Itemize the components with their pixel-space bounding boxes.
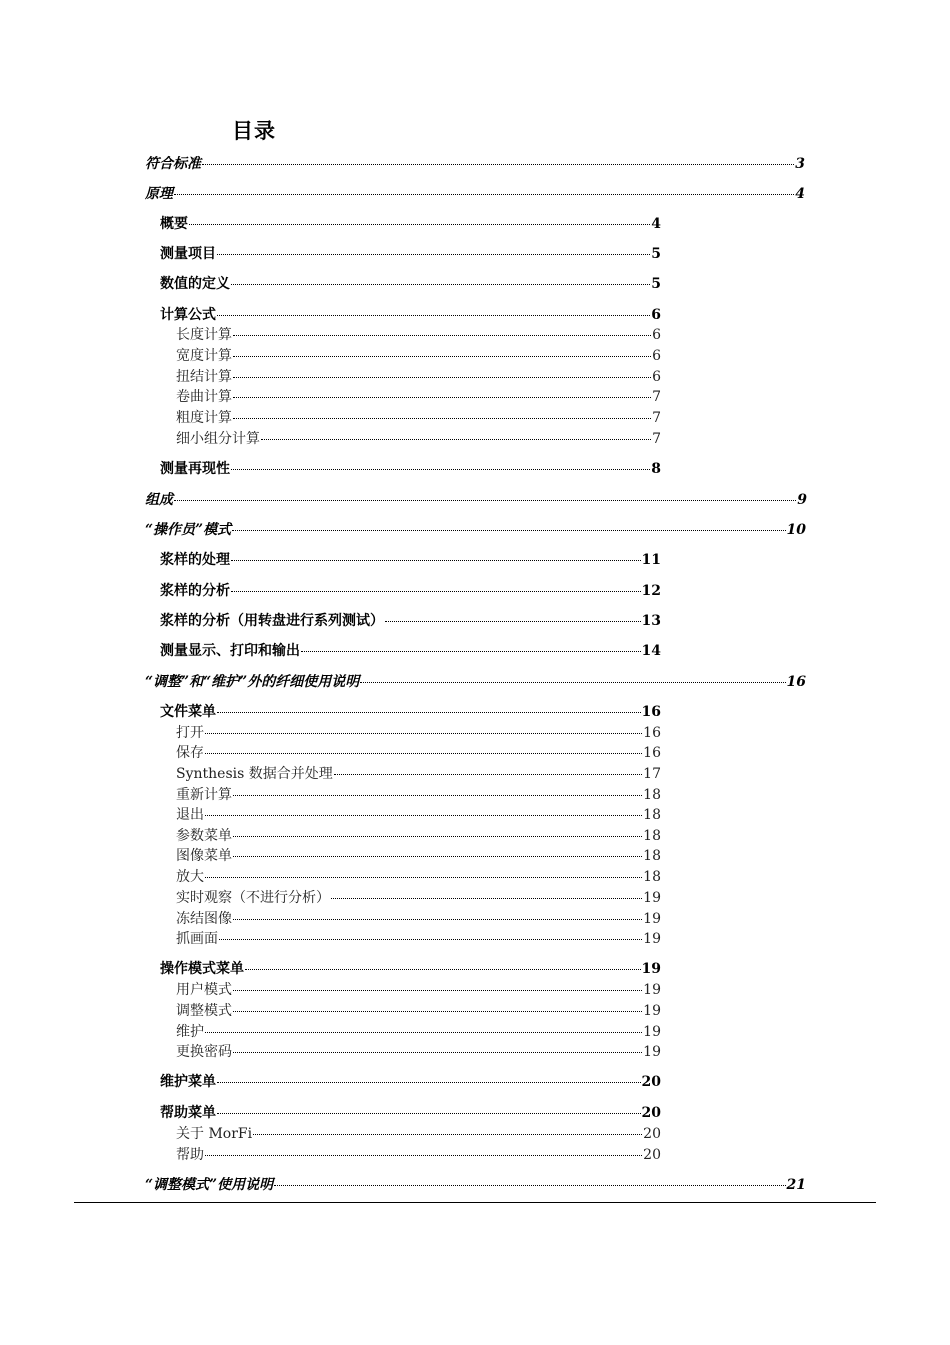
dot-leader [205,877,642,878]
toc-entry-label: 退出 [176,807,204,823]
toc-entry[interactable] [160,1073,661,1091]
toc-entry-page: 14 [641,643,661,659]
toc-entry-page: 6 [652,348,661,364]
toc-entry-page: 20 [641,1074,661,1090]
toc-entry-page: 20 [641,1105,661,1121]
toc-entry[interactable] [176,910,661,928]
dot-leader [205,733,642,734]
toc-entry-label: “调整”和“维护”外的纤细使用说明 [145,674,360,690]
dot-leader [385,621,641,622]
toc-entry-page: 5 [651,276,661,292]
toc-entry[interactable] [176,430,661,448]
toc-entry[interactable] [176,1125,661,1143]
toc-entry-label: 维护 [176,1024,204,1040]
dot-leader [233,397,651,398]
toc-entry-label: 粗度计算 [176,410,232,426]
toc-entry[interactable] [176,1146,661,1164]
toc-entry[interactable] [160,612,661,630]
toc-entry[interactable] [160,275,661,293]
toc-entry-page: 19 [641,961,661,977]
toc-entry-page: 18 [643,828,661,844]
dot-leader [205,815,642,816]
toc-entry[interactable] [176,326,661,344]
toc-entry[interactable] [160,960,661,978]
dot-leader [331,898,642,899]
toc-entry-page: 16 [643,745,661,761]
toc-entry-page: 6 [652,327,661,343]
toc-entry-label: 冻结图像 [176,911,232,927]
toc-entry[interactable] [160,703,661,721]
toc-entry-page: 18 [643,807,661,823]
toc-entry[interactable] [160,642,661,660]
toc-entry-label: 用户模式 [176,982,232,998]
toc-entry[interactable] [176,847,661,865]
dot-leader [233,795,642,796]
toc-entry-page: 19 [643,911,661,927]
toc-entry-page: 20 [643,1126,661,1142]
toc-entry-page: 18 [643,869,661,885]
toc-entry-page: 19 [643,1003,661,1019]
page-bottom-rule [74,1202,876,1203]
dot-leader [334,774,642,775]
toc-entry-page: 9 [797,492,807,508]
toc-entry-label: 帮助菜单 [160,1105,216,1121]
toc-entry-page: 18 [643,848,661,864]
toc-entry-label: 细小组分计算 [176,431,260,447]
toc-entry-label: 测量再现性 [160,461,230,477]
dot-leader [189,224,650,225]
toc-entry-label: 实时观察（不进行分析） [176,890,330,906]
toc-entry-page: 19 [643,982,661,998]
dot-leader [219,939,642,940]
dot-leader [232,530,785,531]
toc-entry-label: 卷曲计算 [176,389,232,405]
toc-title: 目录 [232,119,276,143]
toc-entry-label: 浆样的分析 [160,583,230,599]
dot-leader [233,377,651,378]
dot-leader [231,284,650,285]
toc-entry-page: 6 [652,369,661,385]
toc-entry-page: 13 [641,613,661,629]
toc-entry[interactable] [145,155,805,173]
dot-leader [245,969,641,970]
dot-leader [217,315,650,316]
dot-leader [233,356,651,357]
toc-entry[interactable] [145,673,806,691]
dot-leader [233,335,651,336]
toc-entry-page: 19 [643,931,661,947]
toc-entry-label: 打开 [176,725,204,741]
toc-entry-page: 19 [643,890,661,906]
toc-entry-page: 11 [641,552,661,568]
toc-entry-label: 扭结计算 [176,369,232,385]
toc-entry[interactable] [176,930,661,948]
toc-entry-page: 16 [643,725,661,741]
toc-entry-page: 19 [643,1044,661,1060]
toc-entry-label: 原理 [145,186,173,202]
toc-entry-page: 3 [795,156,805,172]
toc-entry-label: 保存 [176,745,204,761]
dot-leader [231,591,641,592]
toc-entry[interactable] [160,306,661,324]
toc-entry-label: 长度计算 [176,327,232,343]
toc-entry[interactable] [176,388,661,406]
toc-entry[interactable] [176,868,661,886]
dot-leader [233,1052,642,1053]
toc-entry[interactable] [145,521,806,539]
toc-entry[interactable] [145,491,807,509]
toc-entry-label: 帮助 [176,1147,204,1163]
toc-entry[interactable] [145,1176,806,1194]
toc-entry-page: 7 [652,389,661,405]
dot-leader [205,753,642,754]
dot-leader [217,1113,641,1114]
toc-entry-page: 16 [786,674,806,690]
dot-leader [233,1011,642,1012]
toc-entry[interactable] [176,1002,661,1020]
toc-entry-label: 宽度计算 [176,348,232,364]
dot-leader [360,682,785,683]
toc-entry[interactable] [176,806,661,824]
dot-leader [205,1032,642,1033]
toc-entry-page: 10 [786,522,806,538]
toc-entry-label: 抓画面 [176,931,218,947]
toc-entry-page: 19 [643,1024,661,1040]
toc-entry[interactable] [176,409,661,427]
dot-leader [174,500,796,501]
toc-entry[interactable] [160,215,661,233]
toc-entry[interactable] [160,582,661,600]
dot-leader [231,560,641,561]
toc-entry[interactable] [176,744,661,762]
toc-entry-label: 维护菜单 [160,1074,216,1090]
dot-leader [217,712,641,713]
toc-entry-page: 7 [652,431,661,447]
toc-entry-label: 组成 [145,492,173,508]
toc-entry-label: 图像菜单 [176,848,232,864]
toc-entry[interactable] [145,185,805,203]
toc-entry[interactable] [160,460,661,478]
toc-entry[interactable] [160,245,661,263]
toc-entry-label: 浆样的处理 [160,552,230,568]
toc-entry-page: 7 [652,410,661,426]
toc-entry-page: 17 [643,766,661,782]
dot-leader [253,1134,642,1135]
toc-entry[interactable] [160,1104,661,1122]
toc-entry[interactable] [176,827,661,845]
dot-leader [233,836,642,837]
toc-entry-label: 操作模式菜单 [160,961,244,977]
toc-entry[interactable] [176,1023,661,1041]
toc-entry-label: 重新计算 [176,787,232,803]
toc-entry[interactable] [176,889,661,907]
dot-leader [217,254,650,255]
dot-leader [233,919,642,920]
toc-entry-label: Synthesis 数据合并处理 [176,766,333,782]
toc-entry-page: 16 [641,704,661,720]
toc-entry-label: “调整模式”使用说明 [145,1177,274,1193]
dot-leader [274,1185,785,1186]
dot-leader [301,651,641,652]
toc-entry-label: 符合标准 [145,156,201,172]
toc-entry-label: 调整模式 [176,1003,232,1019]
toc-entry-page: 5 [651,246,661,262]
dot-leader [233,418,651,419]
toc-entry-page: 4 [795,186,805,202]
toc-entry-page: 4 [651,216,661,232]
toc-entry-label: 浆样的分析（用转盘进行系列测试） [160,613,384,629]
toc-entry-page: 21 [786,1177,806,1193]
toc-entry-label: “操作员”模式 [145,522,232,538]
toc-entry-label: 概要 [160,216,188,232]
toc-entry[interactable] [176,347,661,365]
toc-entry[interactable] [176,368,661,386]
toc-entry-page: 18 [643,787,661,803]
toc-entry-label: 放大 [176,869,204,885]
toc-entry-label: 数值的定义 [160,276,230,292]
dot-leader [231,469,650,470]
dot-leader [233,990,642,991]
toc-entry[interactable] [176,786,661,804]
toc-entry[interactable] [176,981,661,999]
toc-entry-page: 12 [641,583,661,599]
toc-entry[interactable] [176,1043,661,1061]
toc-entry-label: 测量显示、打印和输出 [160,643,300,659]
toc-entry-label: 文件菜单 [160,704,216,720]
dot-leader [233,856,642,857]
toc-entry[interactable] [176,765,661,783]
dot-leader [261,439,651,440]
toc-entry-label: 计算公式 [160,307,216,323]
toc-entry[interactable] [176,724,661,742]
dot-leader [217,1082,641,1083]
toc-entry-page: 8 [651,461,661,477]
dot-leader [174,194,794,195]
toc-entry-label: 更换密码 [176,1044,232,1060]
toc-entry-page: 20 [643,1147,661,1163]
toc-entry-label: 参数菜单 [176,828,232,844]
dot-leader [205,1155,642,1156]
dot-leader [202,164,794,165]
toc-entry-page: 6 [651,307,661,323]
toc-entry-label: 关于 MorFi [176,1126,253,1142]
toc-entry-label: 测量项目 [160,246,216,262]
toc-entry[interactable] [160,551,661,569]
